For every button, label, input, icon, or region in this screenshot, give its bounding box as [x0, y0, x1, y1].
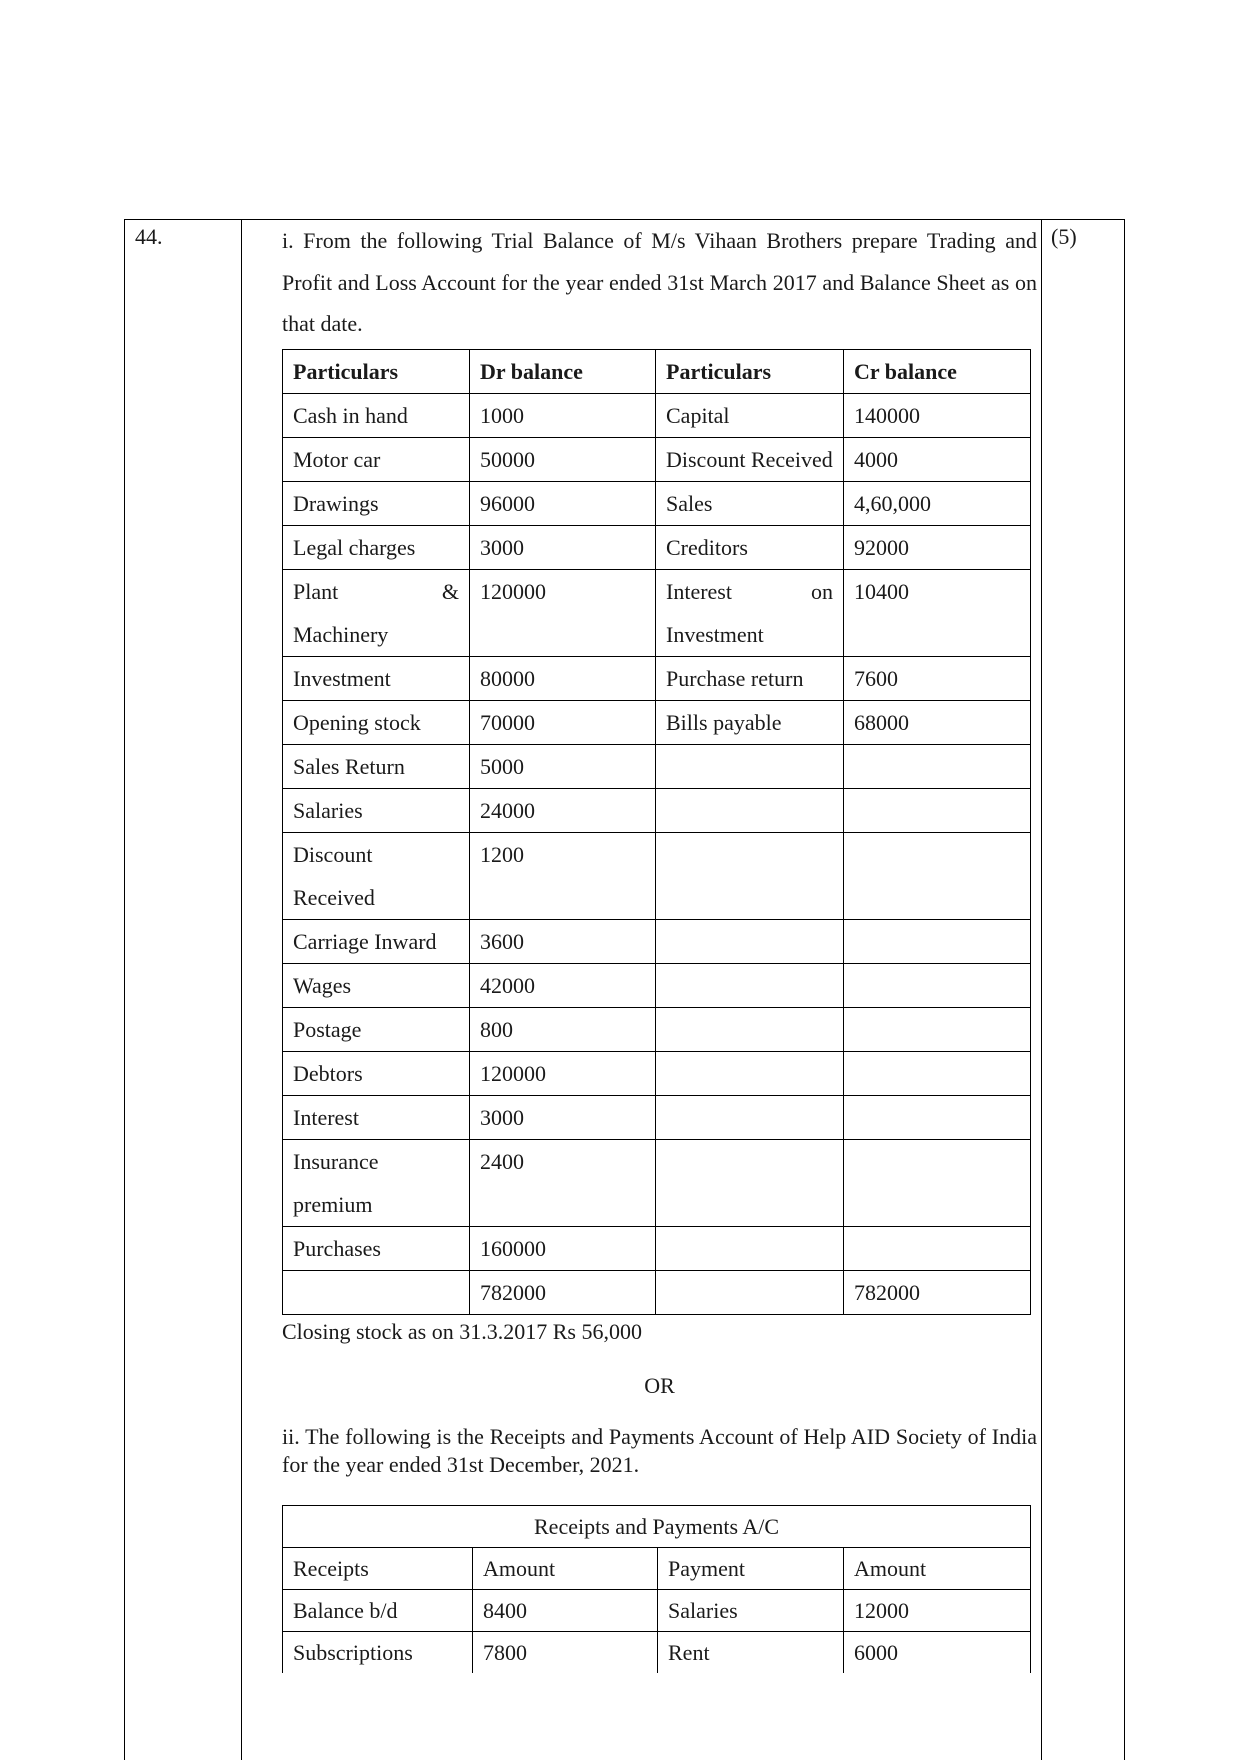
- cell-dr-balance: 70000: [470, 700, 656, 744]
- header-cr-balance: Cr balance: [844, 349, 1031, 393]
- cell-particulars-dr: Discount Received: [283, 832, 470, 919]
- cell-cr-balance: [844, 963, 1031, 1007]
- table-row: [283, 569, 1031, 656]
- question-frame: [124, 219, 1125, 1760]
- table-header-row: [283, 349, 1031, 393]
- table-row: [283, 788, 1031, 832]
- cell-cr-balance: [844, 1007, 1031, 1051]
- table-row: [283, 963, 1031, 1007]
- cell-particulars-cr: [656, 569, 844, 656]
- cell-particulars-cr: [656, 919, 844, 963]
- cell-dr-balance: 800: [470, 1007, 656, 1051]
- header-dr-balance: Dr balance: [470, 349, 656, 393]
- cell-particulars-cr: [656, 1270, 844, 1314]
- header-particulars-dr: Particulars: [283, 349, 470, 393]
- trial-balance-table: [282, 349, 1031, 1315]
- cell-payment: Rent: [658, 1631, 844, 1673]
- cell-payment-amount: 12000: [844, 1589, 1031, 1631]
- cell-particulars-dr: Wages: [283, 963, 470, 1007]
- header-amount-payment: Amount: [844, 1547, 1031, 1589]
- cell-cr-balance: 92000: [844, 525, 1031, 569]
- cell-particulars-cr: [656, 744, 844, 788]
- table-row: [283, 1007, 1031, 1051]
- cell-dr-balance: 5000: [470, 744, 656, 788]
- cell-text: Plant & Machinery: [293, 578, 459, 647]
- cell-particulars-dr: Sales Return: [283, 744, 470, 788]
- cell-dr-balance: 2400: [470, 1139, 656, 1226]
- cell-cr-balance: [844, 919, 1031, 963]
- cell-dr-balance: 1200: [470, 832, 656, 919]
- or-separator: OR: [644, 1372, 675, 1398]
- cell-receipts-amount: 7800: [473, 1631, 658, 1673]
- cell-cr-balance: 4000: [844, 437, 1031, 481]
- cell-particulars-dr: Insurance premium: [283, 1139, 470, 1226]
- cell-particulars-cr: [656, 1051, 844, 1095]
- question-number: 44.: [135, 224, 163, 249]
- cell-receipts-amount: 8400: [473, 1589, 658, 1631]
- cell-particulars-dr: Legal charges: [283, 525, 470, 569]
- table-row: [283, 525, 1031, 569]
- cell-particulars-cr: [656, 1226, 844, 1270]
- cell-particulars-dr: Interest: [283, 1095, 470, 1139]
- cell-receipts: Balance b/d: [283, 1589, 473, 1631]
- receipts-payments-table: [282, 1505, 1031, 1673]
- part1-intro: i. From the following Trial Balance of M/s Vihaan Brothers prepare Trading and Profit and Loss Account for the year ended 31st March 2017 and Balance Sheet as on that date.: [282, 228, 1037, 336]
- cell-particulars-cr: Creditors: [656, 525, 844, 569]
- part2-intro: ii. The following is the Receipts and Payments Account of Help AID Society of India for the year ended 31st December, 2021.: [282, 1423, 1037, 1477]
- cell-cr-balance: 4,60,000: [844, 481, 1031, 525]
- table-row: [283, 1270, 1031, 1314]
- table-row: [283, 393, 1031, 437]
- cell-particulars-cr: Purchase return: [656, 656, 844, 700]
- table-row: [283, 1589, 1031, 1631]
- table-row: [283, 1051, 1031, 1095]
- cell-particulars-dr: [283, 569, 470, 656]
- table-row: [283, 481, 1031, 525]
- cell-particulars-cr: Sales: [656, 481, 844, 525]
- cell-cr-balance: [844, 744, 1031, 788]
- cell-dr-balance: 50000: [470, 437, 656, 481]
- cell-dr-balance: 42000: [470, 963, 656, 1007]
- table-row: [283, 1631, 1031, 1673]
- cell-cr-balance: [844, 1226, 1031, 1270]
- cell-cr-balance: 10400: [844, 569, 1031, 656]
- cell-cr-balance: 140000: [844, 393, 1031, 437]
- cell-particulars-dr: Cash in hand: [283, 393, 470, 437]
- cell-particulars-dr: Debtors: [283, 1051, 470, 1095]
- cell-particulars-cr: Discount Received: [656, 437, 844, 481]
- cell-particulars-cr: [656, 1007, 844, 1051]
- cell-cr-balance: [844, 832, 1031, 919]
- cell-text: Interest on Investment: [666, 578, 833, 647]
- header-receipts: Receipts: [283, 1547, 473, 1589]
- header-particulars-cr: Particulars: [656, 349, 844, 393]
- cell-cr-balance: [844, 1051, 1031, 1095]
- table-row: [283, 656, 1031, 700]
- table-row: [283, 919, 1031, 963]
- table-row: [283, 437, 1031, 481]
- cell-particulars-dr: Investment: [283, 656, 470, 700]
- cell-cr-balance: [844, 1095, 1031, 1139]
- cell-particulars-cr: Capital: [656, 393, 844, 437]
- cell-particulars-cr: [656, 788, 844, 832]
- header-payment: Payment: [658, 1547, 844, 1589]
- cell-dr-balance: 3600: [470, 919, 656, 963]
- cell-cr-balance: 7600: [844, 656, 1031, 700]
- table-caption: Receipts and Payments A/C: [283, 1505, 1031, 1547]
- cell-particulars-cr: Bills payable: [656, 700, 844, 744]
- cell-cr-balance: 782000: [844, 1270, 1031, 1314]
- cell-particulars-dr: Opening stock: [283, 700, 470, 744]
- cell-dr-balance: 96000: [470, 481, 656, 525]
- cell-cr-balance: [844, 788, 1031, 832]
- closing-stock-note: Closing stock as on 31.3.2017 Rs 56,000: [282, 1318, 642, 1344]
- cell-dr-balance: 120000: [470, 1051, 656, 1095]
- table-row: [283, 1139, 1031, 1226]
- cell-dr-balance: 160000: [470, 1226, 656, 1270]
- cell-particulars-cr: [656, 1095, 844, 1139]
- cell-payment: Salaries: [658, 1589, 844, 1631]
- table-row: [283, 1226, 1031, 1270]
- cell-particulars-dr: Postage: [283, 1007, 470, 1051]
- cell-dr-balance: 782000: [470, 1270, 656, 1314]
- cell-dr-balance: 1000: [470, 393, 656, 437]
- cell-particulars-dr: Drawings: [283, 481, 470, 525]
- cell-particulars-dr: [283, 1270, 470, 1314]
- cell-dr-balance: 80000: [470, 656, 656, 700]
- cell-dr-balance: 24000: [470, 788, 656, 832]
- column-divider: [241, 220, 242, 1760]
- table-row: [283, 700, 1031, 744]
- cell-receipts: Subscriptions: [283, 1631, 473, 1673]
- table-row: [283, 1095, 1031, 1139]
- table-row: [283, 832, 1031, 919]
- cell-cr-balance: [844, 1139, 1031, 1226]
- cell-particulars-cr: [656, 1139, 844, 1226]
- cell-particulars-dr: Carriage Inward: [283, 919, 470, 963]
- table-caption-row: [283, 1505, 1031, 1547]
- cell-particulars-dr: Salaries: [283, 788, 470, 832]
- cell-payment-amount: 6000: [844, 1631, 1031, 1673]
- cell-particulars-dr: Purchases: [283, 1226, 470, 1270]
- table-header-row: [283, 1547, 1031, 1589]
- question-content: [282, 220, 1037, 1673]
- cell-dr-balance: 3000: [470, 1095, 656, 1139]
- table-row: [283, 744, 1031, 788]
- cell-particulars-cr: [656, 832, 844, 919]
- column-divider: [1041, 220, 1042, 1760]
- question-marks: (5): [1051, 224, 1077, 249]
- header-amount-receipts: Amount: [473, 1547, 658, 1589]
- cell-cr-balance: 68000: [844, 700, 1031, 744]
- cell-dr-balance: 120000: [470, 569, 656, 656]
- cell-dr-balance: 3000: [470, 525, 656, 569]
- cell-particulars-dr: Motor car: [283, 437, 470, 481]
- cell-particulars-cr: [656, 963, 844, 1007]
